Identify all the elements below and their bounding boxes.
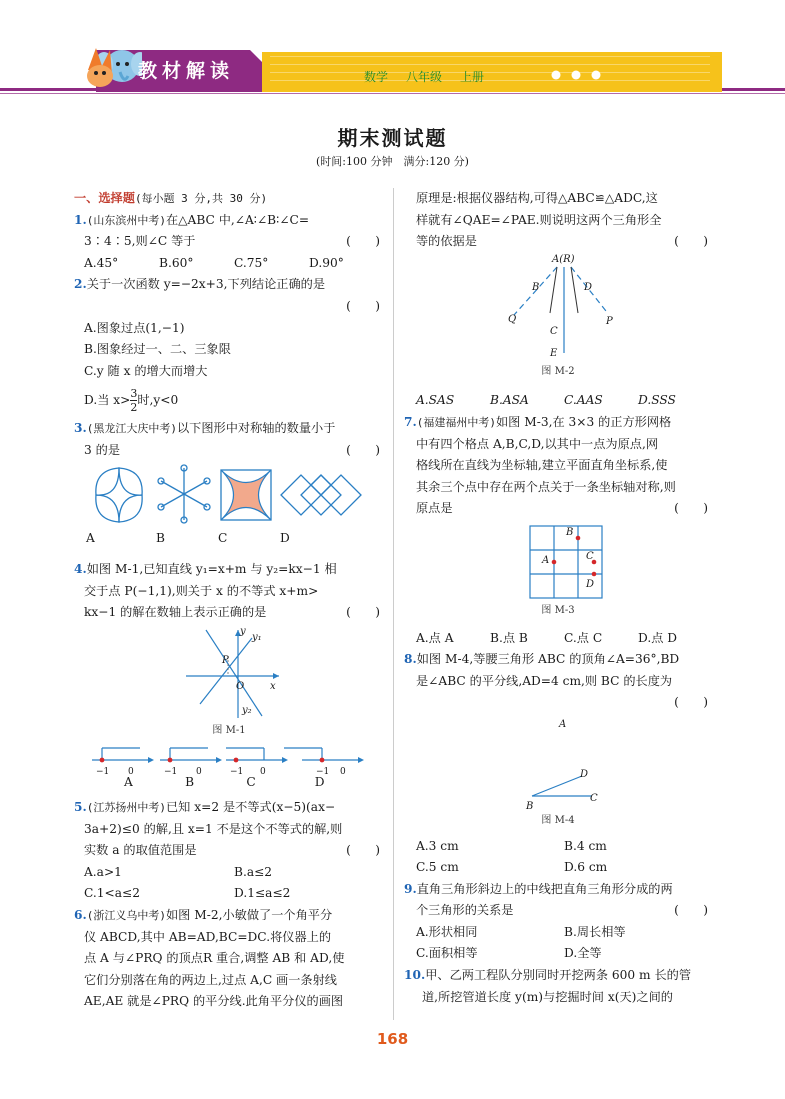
q2-option-d: D.当 x> $\frac{3}{2}$ 时,y<0 <box>84 387 179 415</box>
figure-d-knot <box>281 475 361 515</box>
figure-a-flower <box>96 468 142 522</box>
left-column: 一、选择题(每小题 3 分,共 30 分) 1.(山东滨州中考)在△ABC 中,∠A∶∠B∶∠C= 3∶4∶5,则∠C 等于 ( ) A.45° B.60° C.75° D.90° 2.关于一次函数 y=−2x+3,下列结论正确的是 ( ) A.图象过点(1,−1) B.图象经过一、二、三象限 C.y 随 x 的增大而增大 D.当 x> $\frac{3}{2}$ 时,y<0 3.(黑龙江大庆中考)以下图形中对称轴的数量小于 3 的是 ( ) A B C D 4.如图 M-1,已知直线 y₁=x+m 与 y₂=kx−1 相 交于点 P(−1,1),则关于 x 的不等式 x+m> kx−1 的解在数轴上表示正确的是 ( ) y y₁ P O x y₂ 图 M-1 −1 0 −1 0 −1 0 −1 0 A B C D 5.(江苏扬州中考)已知 x=2 是不等式(x−5)(ax− 3a+2)≤0 的解,且 x=1 不是这个不等式的解,则 实数 a 的取值范围是 ( ) A.a>1 B.a≤2 C.1<a≤2 D.1≤a≤2 6.(浙江义乌中考)如图 M-2,小敏做了一个角平分 仪 ABCD,其中 AB=AD,BC=DC.将仪器上的 点 A 与∠PRQ 的顶点R 重合,调整 AB 和 AD,使 它们分别落在角的两边上,过点 A,C 画一条射线 AE,AE 就是∠PRQ 的平分线.此角平分仪的画图 <box>74 188 384 1013</box>
q5-options-1: A.a>1 B.a≤2 <box>84 864 273 879</box>
question-6: 6.(浙江义乌中考)如图 M-2,小敏做了一个角平分 <box>74 908 333 923</box>
section-heading: 一、选择题(每小题 3 分,共 30 分) <box>74 191 268 205</box>
figure-m2: A(R) B D Q P C E <box>508 253 613 359</box>
figure-b-snowflake <box>158 465 210 523</box>
answer-blank: ( ) <box>674 903 708 918</box>
q4-labels: A B C D <box>124 774 325 789</box>
column-divider <box>393 188 394 1020</box>
q3-figures <box>74 462 384 528</box>
q8-options-2: C.5 cm D.6 cm <box>416 860 608 875</box>
question-8: 8.如图 M-4,等腰三角形 ABC 的顶角∠A=36°,BD <box>404 652 680 667</box>
subject-label: 数学 <box>364 70 389 84</box>
figure-c-curved-square <box>221 470 271 520</box>
q7-options: A.点 A B.点 B C.点 C D.点 D <box>416 630 678 645</box>
q3-labels: A B C D <box>86 530 290 545</box>
answer-blank: ( ) <box>674 501 708 516</box>
question-9: 9.直角三角形斜边上的中线把直角三角形分成的两 <box>404 881 673 896</box>
question-3: 3.(黑龙江大庆中考)以下图形中对称轴的数量小于 <box>74 421 336 436</box>
figure-caption: 图 M-1 <box>212 724 246 736</box>
q5-options-2: C.1<a≤2 D.1≤a≤2 <box>84 886 291 901</box>
question-10: 10.甲、乙两工程队分别同时开挖两条 600 m 长的管 <box>404 968 692 983</box>
figure-m4: A D B C <box>526 718 598 812</box>
figure-m3: A B C D <box>404 520 712 600</box>
answer-blank: ( ) <box>674 695 708 710</box>
page-header <box>0 0 785 102</box>
question-5: 5.(江苏扬州中考)已知 x=2 是不等式(x−5)(ax− <box>74 800 336 815</box>
question-7: 7.(福建福州中考)如图 M-3,在 3×3 的正方形网格 <box>404 414 672 429</box>
answer-blank: ( ) <box>346 843 380 858</box>
exam-info: (时间:100 分钟 满分:120 分) <box>316 155 469 168</box>
right-column: 原理是:根据仪器结构,可得△ABC≌△ADC,这 样就有∠QAE=∠PAE.则说明这两个三角形全 等的依据是 ( ) A(R) B D Q P C E 图 M-2 A.SAS B.ASA C.AAS D.SSS 7.(福建福州中考)如图 M-3,在 3×3 的正方形网格 中有四个格点 A,B,C,D,以其中一点为原点,网 格线所在直线为坐标轴,建立平面直角坐标系,使 其余三个点中存在两个点关于一条坐标轴对称,则 原点是 ( ) A B C D 图 M-3 A.点 A B.点 B C.点 C D.点 D 8.如图 M-4,等腰三角形 ABC 的顶角∠A=36°,BD 是∠ABC 的平分线,AD=4 cm,则 BC 的长度为 ( ) A D B C 图 M-4 A.3 cm B.4 cm C.5 cm D.6 cm 9.直角三角形斜边上的中线把直角三角形分成的两 个三角形的关系是 ( ) A.形状相同 B.周长相等 C.面积相等 D.全等 10.甲、乙两工程队分别同时开挖两条 600 m 长的管 道,所挖管道长度 y(m)与挖掘时间 x(天)之间的 <box>404 188 712 1008</box>
q1-options: A.45° B.60° C.75° D.90° <box>84 255 344 270</box>
q2-option-a: A.图象过点(1,−1) <box>84 320 185 335</box>
figure-caption: 图 M-4 <box>541 814 575 826</box>
answer-blank: ( ) <box>346 298 380 313</box>
question-2: 2.关于一次函数 y=−2x+3,下列结论正确的是 <box>74 277 326 292</box>
figure-m1: y y₁ P O x y₂ <box>74 624 384 720</box>
q9-options-1: A.形状相同 B.周长相等 <box>416 924 626 939</box>
question-1: 1.(山东滨州中考)在△ABC 中,∠A∶∠B∶∠C= <box>74 212 310 227</box>
answer-blank: ( ) <box>346 234 380 249</box>
q6-options: A.SAS B.ASA C.AAS D.SSS <box>416 393 676 408</box>
mascot-cartoon-icon <box>82 40 142 96</box>
question-4: 4.如图 M-1,已知直线 y₁=x+m 与 y₂=kx−1 相 <box>74 562 337 577</box>
answer-blank: ( ) <box>346 442 380 457</box>
answer-blank: ( ) <box>346 605 380 620</box>
figure-caption: 图 M-3 <box>541 604 575 616</box>
figure-caption: 图 M-2 <box>541 365 575 377</box>
page-title: 期末测试题 <box>337 126 448 150</box>
q2-option-b: B.图象经过一、二、三象限 <box>84 342 231 357</box>
q4-number-lines: −1 0 −1 0 −1 0 −1 0 <box>74 742 384 772</box>
q9-options-2: C.面积相等 D.全等 <box>416 946 602 961</box>
q2-option-c: C.y 随 x 的增大而增大 <box>84 363 208 378</box>
q8-options-1: A.3 cm B.4 cm <box>416 838 607 853</box>
brand-title: 教材解读 <box>138 60 235 82</box>
grade-label: 八年级 <box>406 70 443 84</box>
page-number: 168 <box>376 1030 409 1048</box>
volume-label: 上册 <box>460 70 485 84</box>
answer-blank: ( ) <box>674 234 708 249</box>
